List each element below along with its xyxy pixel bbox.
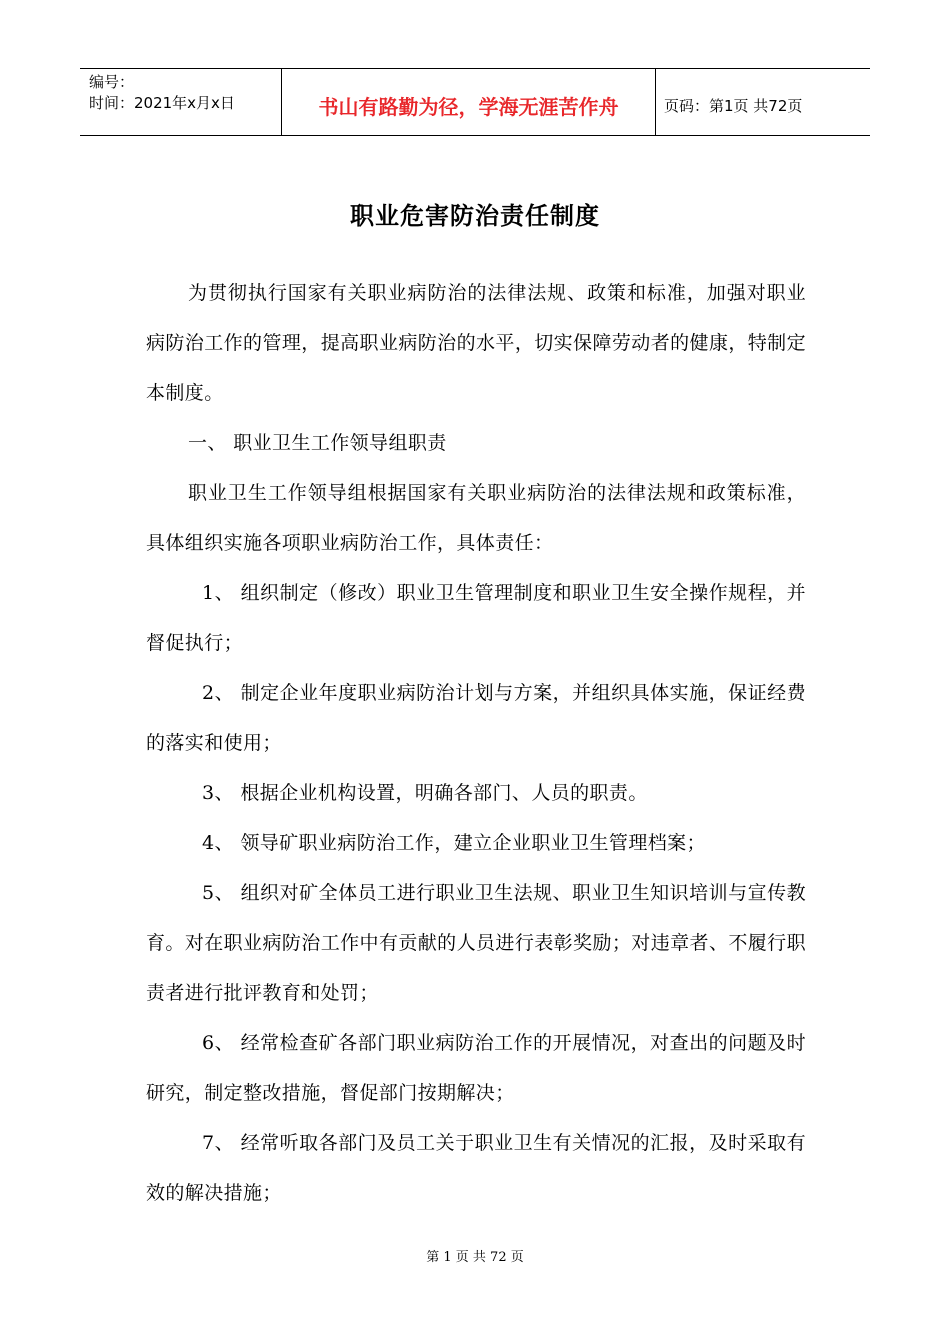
number-label: 编号： bbox=[89, 73, 135, 91]
intro-paragraph: 为贯彻执行国家有关职业病防治的法律法规、政策和标准，加强对职业病防治工作的管理，提高职业病防治的水平，切实保障劳动者的健康，特制定本制度。 bbox=[146, 282, 806, 404]
section-intro-paragraph: 职业卫生工作领导组根据国家有关职业病防治的法律法规和政策标准，具体组织实施各项职业病防治工作，具体责任： bbox=[146, 482, 806, 554]
header-page-cell bbox=[656, 69, 870, 135]
list-item: 1、 组织制定（修改）职业卫生管理制度和职业卫生安全操作规程，并督促执行； bbox=[146, 582, 806, 654]
list-item: 6、 经常检查矿各部门职业病防治工作的开展情况，对查出的问题及时研究，制定整改措施，督促部门按期解决； bbox=[146, 1032, 806, 1104]
header-meta-cell bbox=[80, 69, 282, 135]
header-motto-cell bbox=[282, 69, 656, 135]
list-item: 5、 组织对矿全体员工进行职业卫生法规、职业卫生知识培训与宣传教育。对在职业病防治工作中有贡献的人员进行表彰奖励；对违章者、不履行职责者进行批评教育和处罚； bbox=[146, 882, 806, 1004]
list-item: 3、 根据企业机构设置，明确各部门、人员的职责。 bbox=[202, 782, 648, 804]
list-item: 7、 经常听取各部门及员工关于职业卫生有关情况的汇报，及时采取有效的解决措施； bbox=[146, 1132, 806, 1204]
document-body bbox=[146, 268, 806, 1218]
list-item: 4、 领导矿职业病防治工作，建立企业职业卫生管理档案； bbox=[202, 832, 706, 854]
header-table bbox=[80, 68, 870, 136]
section-heading: 一、 职业卫生工作领导组职责 bbox=[188, 432, 447, 454]
page-info: 页码：第1页 共72页 bbox=[664, 96, 803, 115]
document-title: 职业危害防治责任制度 bbox=[350, 202, 600, 230]
motto-text: 书山有路勤为径，学海无涯苦作舟 bbox=[318, 94, 619, 119]
page-footer: 第 1 页 共 72 页 bbox=[426, 1250, 524, 1265]
date-label: 时间：2021年x月x日 bbox=[89, 94, 235, 112]
list-item: 2、 制定企业年度职业病防治计划与方案，并组织具体实施，保证经费的落实和使用； bbox=[146, 682, 806, 754]
